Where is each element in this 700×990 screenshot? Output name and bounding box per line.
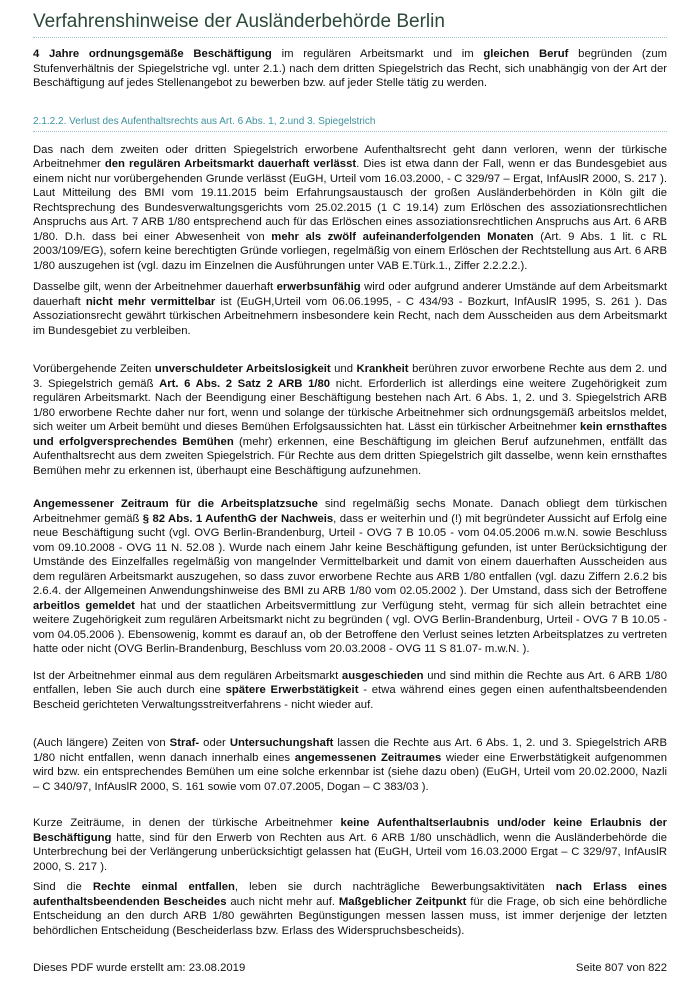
paragraph-left-labour-market: Ist der Arbeitnehmer einmal aus dem regulären Arbeitsmarkt ausgeschieden und sind mithin die Rechte aus Art. 6 ARB 1/80 entfallen, leben Sie auch durch eine spätere Erwerbstätigkeit - etwa während eines gegen einen aufenthaltsbeendenden Bescheid gerichteten Verwaltungsstreitverfahrens - nicht wieder auf. bbox=[33, 669, 667, 711]
footer-page-number: Seite 807 von 822 bbox=[575, 962, 667, 974]
paragraph-job-search-period: Angemessener Zeitraum für die Arbeitsplatzsuche sind regelmäßig sechs Monate. Danach obliegt dem türkischen Arbeitnehmer gemäß § 82 Abs. 1 AufenthG der Nachweis, dass er weiterhin und (!) mit begründeter Aussicht auf Erfolg eine neue Beschäftigung sucht (vgl. OVG Berlin-Brandenburg, Urteil - OVG 7 B 10.05 - vom 04.05.2006 m.w.N. sowie Beschluss vom 09.10.2008 - OVG 11 N. 52.08 ). Wurde nach einem Jahr keine Beschäftigung gefunden, ist unter Berücksichtigung der Umstände des Einzelfalles regelmäßig von mangelnder Vermittelbarkeit und damit von einem dauerhaften Ausscheiden aus dem regulären Arbeitsmarkt auszugehen, so dass zuvor erworbene Rechte aus ARB 1/80 entfallen (vgl. dazu Ziffern 2.6.2 bis 2.6.4. der Allgemeinen Anwendungshinweise des BMI zu ARB 1/80 vom 02.05.2002 ). Der Umstand, dass sich der Betroffene arbeitlos gemeldet hat und der staatlichen Arbeitsvermittlung zur Verfügung steht, vermag für sich allein betrachtet eine weitere Zugehörigkeit zum regulären Arbeitsmarkt nicht zu begründen ( vgl. OVG Berlin-Brandenburg, Urteil - OVG 7 B 10.05 - vom 04.05.2006 ). Ebensowenig, kommt es darauf an, ob der Betroffene den Verlust seines letzten Arbeitsplatzes zu vertreten hatte oder nicht (OVG Berlin-Brandenburg, Beschluss vom 20.03.2008 - OVG 11 S 81.07- m.w.N. ). bbox=[33, 498, 668, 655]
paragraph-employment-rule: 4 Jahre ordnungsgemäße Beschäftigung im regulären Arbeitsmarkt und im gleichen Beruf begründen (zum Stufenverhältnis der Spiegelstriche vgl. unter 2.1.) nach dem dritten Spiegelstrich das Recht, sich unabhängig von der Art der Beschäftigung auf jedes Stellenangebot zu bewerben bzw. auf jeder Stelle tätig zu werden. bbox=[33, 48, 668, 89]
footer-created-date: Dieses PDF wurde erstellt am: 23.08.2019 bbox=[33, 962, 246, 974]
paragraph-rights-lapsed: Sind die Rechte einmal entfallen, leben sie durch nachträgliche Bewerbungsaktivitäten nach Erlass eines aufenthaltsbeendenden Bescheides auch nicht mehr auf. Maßgeblicher Zeitpunkt für die Frage, ob sich eine behördliche Entscheidung an den durch ARB 1/80 gewährten Begünstigungen messen lassen muss, ist immer derjenige der letzten behördlichen Entscheidung (Bescheiderlass bzw. Erlass des Widerspruchsbescheids). bbox=[33, 881, 668, 937]
page-title: Verfahrenshinweise der Ausländerbehörde Berlin bbox=[33, 10, 667, 38]
page-footer bbox=[33, 961, 667, 975]
paragraph-detention: (Auch längere) Zeiten von Straf- oder Untersuchungshaft lassen die Rechte aus Art. 6 Abs. 1, 2. und 3. Spiegelstrich ARB 1/80 nicht entfallen, wenn danach innerhalb eines angemessenen Zeitraumes wieder eine Erwerbstätigkeit aufgenommen wird bzw. ein entsprechendes Bemühen um eine solche erkennbar ist (siehe dazu oben) (EuGH, Urteil vom 20.02.2000, Nazli – C 340/97, InfAuslR 2000, S. 161 sowie vom 07.07.2005, Dogan – C 383/03 ). bbox=[33, 737, 667, 793]
paragraph-unemployment-illness: Vorübergehende Zeiten unverschuldeter Arbeitslosigkeit und Krankheit berühren zuvor erworbene Rechte aus dem 2. und 3. Spiegelstrich gemäß Art. 6 Abs. 2 Satz 2 ARB 1/80 nicht. Erforderlich ist allerdings eine weitere Zugehörigkeit zum regulären Arbeitsmarkt. Nach der Beendigung einer Beschäftigung bestehen nach Art. 6 Abs. 1, 2. und 3. Spiegelstrich ARB 1/80 erworbene Rechte daher nur fort, wenn und solange der türkische Arbeitnehmer sich ordnungsgemäß arbeitslos meldet, sich weiter um Arbeit bemüht und dieses Bemühen Erfolgsaussichten hat. Lässt ein türkischer Arbeitnehmer kein ernsthaftes und erfolgversprechendes Bemühen (mehr) erkennen, eine Beschäftigung im gleichen Beruf aufzunehmen, entfällt das Aufenthaltsrecht aus dem zweiten Spiegelstrich. Für Rechte aus dem dritten Spiegelstrich gilt dasselbe, wenn kein ernsthaftes Bemühen mehr zu erkennen ist, überhaupt eine Beschäftigung aufzunehmen. bbox=[33, 363, 667, 477]
section-heading: 2.1.2.2. Verlust des Aufenthaltsrechts aus Art. 6 Abs. 1, 2.und 3. Spiegelstrich bbox=[33, 116, 667, 132]
paragraph-short-gaps: Kurze Zeiträume, in denen der türkische Arbeitnehmer keine Aufenthaltserlaubnis und/oder keine Erlaubnis der Beschäftigung hatte, sind für den Erwerb von Rechten aus Art. 6 ARB 1/80 unschädlich, wenn die Ausländerbehörde die Unterbrechung bei der Verlängerung unberücksichtigt gelassen hat (EuGH, Urteil vom 16.03.2000 Ergat – C 329/97, InfAuslR 2000, S. 217 ). bbox=[33, 817, 667, 873]
paragraph-loss-of-rights: Das nach dem zweiten oder dritten Spiegelstrich erworbene Aufenthaltsrecht geht dann verloren, wenn der türkische Arbeitnehmer den regulären Arbeitsmarkt dauerhaft verlässt. Dies ist etwa dann der Fall, wenn er das Bundesgebiet aus einem nicht nur vorübergehenden Grunde verlässt (EuGH, Urteil vom 16.03.2000, - C 329/97 – Ergat, InfAuslR 2000, S. 217 ). Laut Mitteilung des BMI vom 19.11.2015 beim Erfahrungsaustausch der großen Ausländerbehörden in Köln gilt die Rechtsprechung des Bundesverwaltungsgerichts vom 25.02.2015 (1 C 19.14) zum Erlöschen des assoziationsrechtlichen Anspruchs aus Art. 7 ARB 1/80 entsprechend auch für das Erlöschen eines assoziationsrechtlichen Anspruchs aus Art. 6 ARB 1/80. D.h. dass bei einer Abwesenheit von mehr als zwölf aufeinanderfolgenden Monaten (Art. 9 Abs. 1 lit. c RL 2003/109/EG), sofern keine berechtigten Gründe vorliegen, regelmäßig von einem Erlöschen der Rechtstellung aus Art. 6 ARB 1/80 auszugehen ist (vgl. dazu im Einzelnen die Ausführungen unter VAB E.Türk.1., Ziffer 2.2.2.2.). bbox=[33, 143, 668, 272]
paragraph-incapacity: Dasselbe gilt, wenn der Arbeitnehmer dauerhaft erwerbsunfähig wird oder aufgrund anderer Umstände auf dem Arbeitsmarkt dauerhaft nicht mehr vermittelbar ist (EuGH,Urteil vom 06.06.1995, - C 434/93 - Bozkurt, InfAuslR 1995, S. 261 ). Das Assoziationsrecht gewährt türkischen Arbeitnehmern insbesondere kein Recht, nach dem Ausscheiden aus dem Arbeitsmarkt im Bundesgebiet zu verbleiben. bbox=[33, 281, 668, 337]
